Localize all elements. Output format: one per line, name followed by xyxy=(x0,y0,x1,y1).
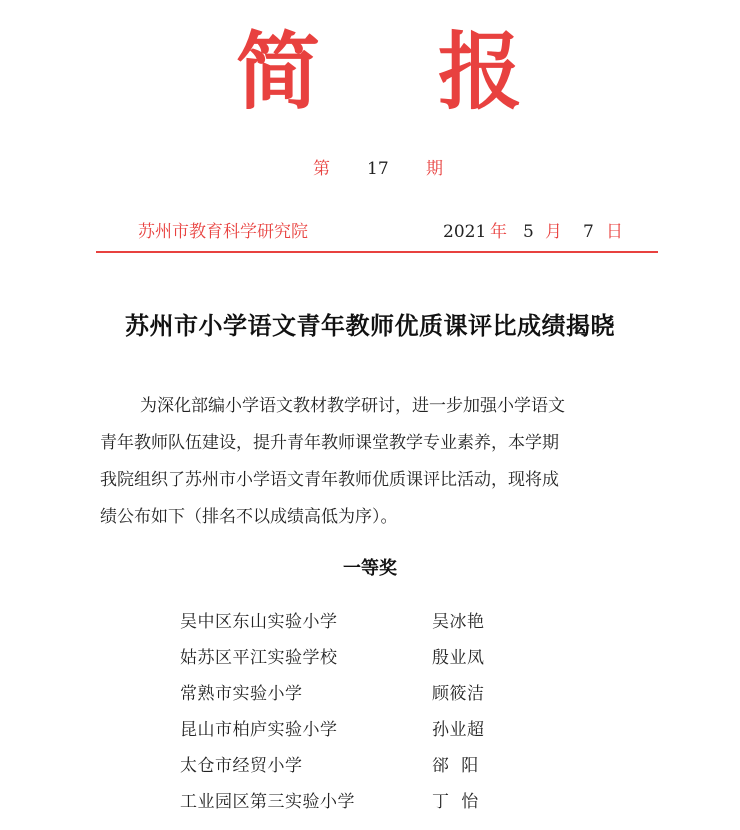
winner-row xyxy=(180,604,520,640)
masthead-char-jian: 简 xyxy=(236,23,321,121)
winner-row xyxy=(180,784,520,820)
publisher-org: 苏州市教育科学研究院 xyxy=(138,222,308,242)
date-day: 7 xyxy=(583,222,594,242)
intro-line: 我院组织了苏州市小学语文青年教师优质课评比活动，现将成 xyxy=(100,470,559,490)
winner-name: 丁 怡 xyxy=(432,792,479,812)
intro-line: 绩公布如下（排名不以成绩高低为序）。 xyxy=(100,507,398,527)
winner-name: 殷业凤 xyxy=(432,648,485,668)
prize-title: 一等奖 xyxy=(343,558,397,579)
intro-paragraph xyxy=(100,388,656,536)
winner-school: 昆山市柏庐实验小学 xyxy=(180,720,338,740)
winner-school: 姑苏区平江实验学校 xyxy=(180,648,338,668)
winner-school: 吴中区东山实验小学 xyxy=(180,612,338,632)
winner-school: 太仓市经贸小学 xyxy=(180,756,303,776)
issue-prefix: 第 xyxy=(313,159,330,179)
date-month-unit: 月 xyxy=(545,222,562,242)
date-year: 2021 xyxy=(443,222,487,242)
winner-row xyxy=(180,748,520,784)
issue-number-line xyxy=(0,156,740,182)
winner-school: 常熟市实验小学 xyxy=(180,684,303,704)
winners-list xyxy=(180,604,520,820)
winner-row xyxy=(180,640,520,676)
issue-suffix: 期 xyxy=(426,159,443,179)
header-divider xyxy=(96,251,658,253)
date-day-unit: 日 xyxy=(606,222,623,242)
intro-line: 为深化部编小学语文教材教学研讨，进一步加强小学语文 xyxy=(140,396,565,416)
masthead xyxy=(0,22,740,122)
article-headline: 苏州市小学语文青年教师优质课评比成绩揭晓 xyxy=(125,311,615,340)
masthead-char-bao: 报 xyxy=(438,23,523,121)
intro-line: 青年教师队伍建设，提升青年教师课堂教学专业素养，本学期 xyxy=(100,433,559,453)
winner-row xyxy=(180,712,520,748)
winner-row xyxy=(180,676,520,712)
winner-name: 顾筱洁 xyxy=(432,684,485,704)
winner-name: 吴冰艳 xyxy=(432,612,485,632)
winner-school: 工业园区第三实验小学 xyxy=(180,792,355,812)
date-year-unit: 年 xyxy=(490,222,507,242)
date-month: 5 xyxy=(523,222,534,242)
publish-date xyxy=(0,219,740,245)
issue-number: 17 xyxy=(367,159,389,179)
winner-name: 郤 阳 xyxy=(432,756,479,776)
winner-name: 孙业超 xyxy=(432,720,485,740)
